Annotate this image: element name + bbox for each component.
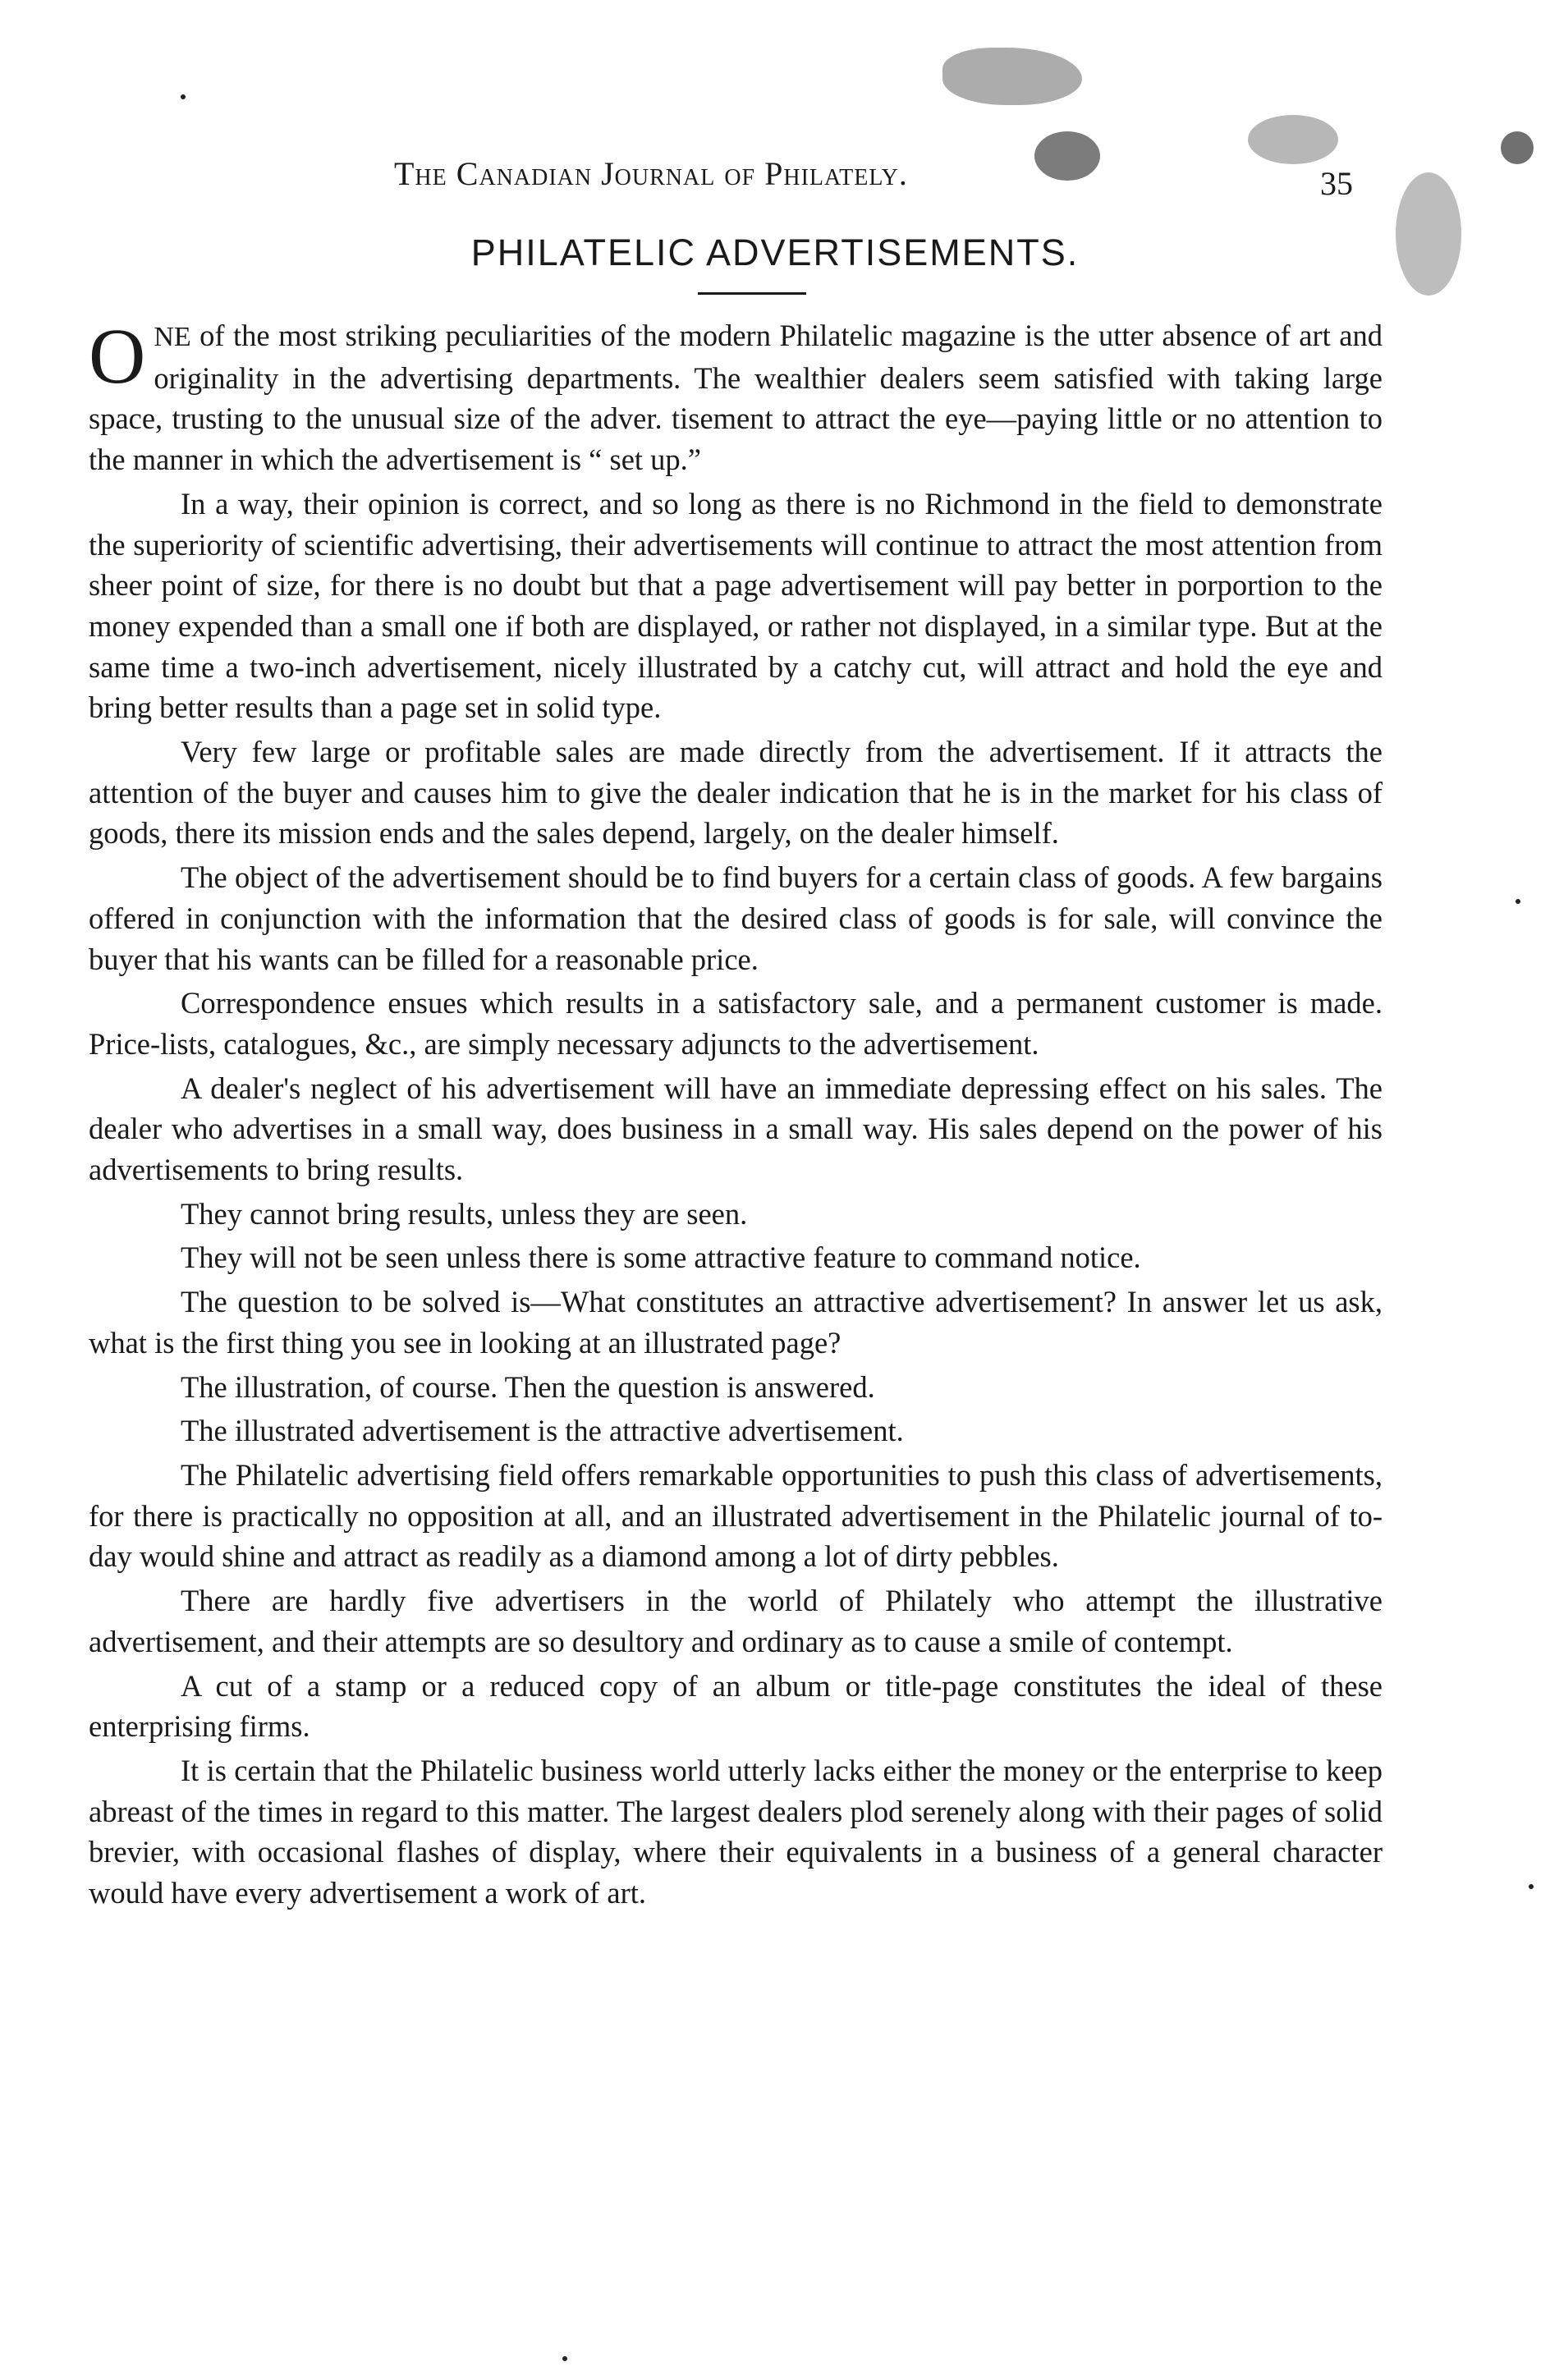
paragraph-12: The Philatelic advertising field offers remarkable opportunities to push this class of advertisements, for there is practically no opposition at all, and an illustrated advertisement in the Philatelic journal of to-day would shine and attract as readily as a diamond among a lot of dirty pebbles. — [89, 1457, 1383, 1574]
article-title: PHILATELIC ADVERTISEMENTS. — [470, 232, 1080, 273]
paragraph-text: of the most striking peculiarities of the modern Philatelic magazine is the utter absence of art and originality in the advertising departments. The wealthier dealers seem satisfied with taking large space, trusting to the unusual size of the adver. tisement to attract the eye—paying little or no attention to the manner in which the advertisement is “ set up.” — [89, 319, 1383, 477]
paragraph-14: A cut of a stamp or a reduced copy of an album or title-page constitutes the ideal of these enterprising firms. — [89, 1668, 1383, 1744]
paragraph-15: It is certain that the Philatelic business world utterly lacks either the money or the enterprise to keep abreast of the times in regard to this matter. The largest dealers plod serenely along with their pages of solid brevier, with occasional flashes of display, where their equivalents in a business of a general character would have every advertisement a work of art. — [89, 1753, 1383, 1910]
paragraph-8: They will not be seen unless there is some attractive feature to command notice. — [181, 1240, 1141, 1275]
paragraph-13: There are hardly five advertisers in the world of Philately who attempt the illustrative advertisement, and their attempts are so desultory and ordinary as to cause a smile of contempt. — [89, 1584, 1383, 1658]
speck-bottom — [562, 2356, 567, 2361]
paragraph-10: The illustration, of course. Then the question is answered. — [181, 1369, 875, 1404]
title-rule — [698, 292, 806, 295]
ink-blot-corner — [1501, 131, 1534, 164]
paragraph-11: The illustrated advertisement is the attractive advertisement. — [181, 1414, 904, 1448]
ink-blot-header — [1034, 131, 1100, 181]
paragraph-3: Very few large or profitable sales are made directly from the advertisement. If it attracts the attention of the buyer and causes him to give the dealer indication that he is in the market for his class of goods, there its mission ends and the sales depend, largely, on the dealer himself. — [89, 735, 1383, 851]
paragraph-7: They cannot bring results, unless they are seen. — [181, 1196, 748, 1231]
paragraph-1 — [89, 312, 1383, 480]
speck-left — [181, 94, 186, 99]
paragraph-6: A dealer's neglect of his advertisement will have an immediate depressing effect on his sales. The dealer who advertises in a small way, does business in a small way. His sales depend on the power of his advertisements to bring results. — [89, 1071, 1383, 1187]
page-number: 35 — [1320, 165, 1353, 202]
paragraph-2: In a way, their opinion is correct, and so long as there is no Richmond in the field to demonstrate the superiority of scientific advertising, their advertisements will continue to attract the most attention from sheer point of size, for there is no doubt but that a page advertisement will pay better in porportion to the money expended than a small one if both are displayed, or rather not displayed, in a similar type. But at the same time a two-inch advertisement, nicely illustrated by a catchy cut, will attract and hold the eye and bring better results than a page set in solid type. — [89, 486, 1383, 725]
speck-margin — [1516, 899, 1520, 904]
speck-margin-low — [1529, 1884, 1534, 1889]
paragraph-4: The object of the advertisement should be to find buyers for a certain class of goods. A few bargains offered in conjunction with the information that the desired class of goods is for sale, will convince the buyer that his wants can be filled for a reasonable price. — [89, 860, 1383, 976]
ink-blot-top-right — [1248, 115, 1338, 164]
drop-cap: O — [89, 312, 146, 400]
ink-blot-top-center — [942, 48, 1082, 105]
article-body — [89, 312, 1383, 1917]
running-title: The Canadian Journal of Philately. — [394, 155, 908, 192]
lead-word: NE — [154, 322, 191, 352]
paragraph-5: Correspondence ensues which results in a satisfactory sale, and a permanent customer is made. Price-lists, catalogues, &c., are simply necessary adjuncts to the advertisement. — [89, 986, 1383, 1061]
paragraph-9: The question to be solved is—What constitutes an attractive advertisement? In answer let us ask, what is the first thing you see in looking at an illustrated page? — [89, 1285, 1383, 1360]
